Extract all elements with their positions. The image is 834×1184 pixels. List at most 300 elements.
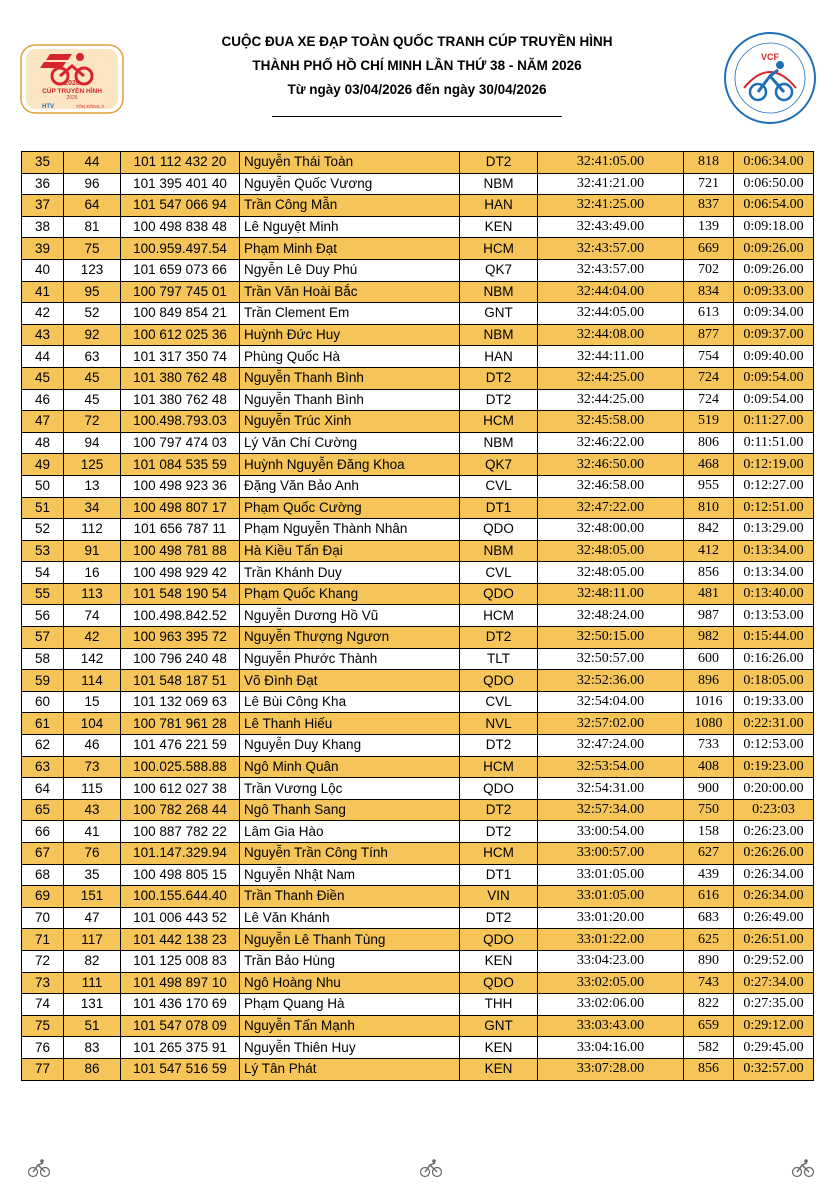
rider-name-cell: Lý Tân Phát: [240, 1058, 460, 1080]
rider-name-cell: Nguyễn Duy Khang: [240, 735, 460, 757]
time-gap-cell: 0:09:40.00: [734, 346, 814, 368]
team-code-cell: THH: [460, 994, 538, 1016]
rider-name-cell: Lê Văn Khánh: [240, 907, 460, 929]
team-code-cell: DT1: [460, 497, 538, 519]
bib-cell: 34: [64, 497, 121, 519]
bib-cell: 16: [64, 562, 121, 584]
bib-cell: 41: [64, 821, 121, 843]
team-code-cell: HCM: [460, 756, 538, 778]
bib-cell: 131: [64, 994, 121, 1016]
total-time-cell: 32:44:04.00: [538, 281, 684, 303]
rider-name-cell: Nguyễn Thái Toàn: [240, 152, 460, 174]
points-cell: 659: [684, 1015, 734, 1037]
team-code-cell: QDO: [460, 929, 538, 951]
total-time-cell: 32:53:54.00: [538, 756, 684, 778]
time-gap-cell: 0:26:23.00: [734, 821, 814, 843]
uci-id-cell: 100 498 838 48: [121, 216, 240, 238]
time-gap-cell: 0:29:12.00: [734, 1015, 814, 1037]
uci-id-cell: 101 436 170 69: [121, 994, 240, 1016]
team-code-cell: GNT: [460, 1015, 538, 1037]
time-gap-cell: 0:26:49.00: [734, 907, 814, 929]
date-range: Từ ngày 03/04/2026 đến ngày 30/04/2026: [287, 82, 547, 97]
table-row: [22, 562, 814, 584]
rank-cell: 74: [22, 994, 64, 1016]
total-time-cell: 32:48:24.00: [538, 605, 684, 627]
uci-id-cell: 100 781 961 28: [121, 713, 240, 735]
table-row: [22, 886, 814, 908]
points-cell: 724: [684, 389, 734, 411]
points-cell: 683: [684, 907, 734, 929]
table-row: [22, 454, 814, 476]
table-row: [22, 864, 814, 886]
table-row: [22, 907, 814, 929]
rank-cell: 61: [22, 713, 64, 735]
team-code-cell: KEN: [460, 950, 538, 972]
rider-name-cell: Nguyễn Phước Thành: [240, 648, 460, 670]
total-time-cell: 32:46:50.00: [538, 454, 684, 476]
time-gap-cell: 0:26:34.00: [734, 864, 814, 886]
rank-cell: 41: [22, 281, 64, 303]
time-gap-cell: 0:09:26.00: [734, 238, 814, 260]
rank-cell: 46: [22, 389, 64, 411]
total-time-cell: 32:47:24.00: [538, 735, 684, 757]
rider-name-cell: Nguyễn Thượng Ngươn: [240, 627, 460, 649]
time-gap-cell: 0:13:29.00: [734, 519, 814, 541]
total-time-cell: 32:44:11.00: [538, 346, 684, 368]
bib-cell: 95: [64, 281, 121, 303]
time-gap-cell: 0:29:52.00: [734, 950, 814, 972]
rider-name-cell: Trần Thanh Điền: [240, 886, 460, 908]
uci-id-cell: 101 547 516 59: [121, 1058, 240, 1080]
rank-cell: 59: [22, 670, 64, 692]
total-time-cell: 33:01:20.00: [538, 907, 684, 929]
time-gap-cell: 0:12:53.00: [734, 735, 814, 757]
total-time-cell: 33:01:05.00: [538, 886, 684, 908]
time-gap-cell: 0:13:53.00: [734, 605, 814, 627]
table-row: [22, 303, 814, 325]
rider-name-cell: Lê Thanh Hiếu: [240, 713, 460, 735]
time-gap-cell: 0:06:54.00: [734, 195, 814, 217]
rider-name-cell: Đặng Văn Bảo Anh: [240, 475, 460, 497]
table-row: [22, 735, 814, 757]
bib-cell: 112: [64, 519, 121, 541]
team-code-cell: DT1: [460, 864, 538, 886]
bib-cell: 86: [64, 1058, 121, 1080]
time-gap-cell: 0:09:54.00: [734, 389, 814, 411]
table-row: [22, 519, 814, 541]
uci-id-cell: 100 849 854 21: [121, 303, 240, 325]
points-cell: 856: [684, 562, 734, 584]
points-cell: 900: [684, 778, 734, 800]
cup-truyen-hinh-logo: [20, 44, 124, 114]
team-code-cell: DT2: [460, 627, 538, 649]
uci-id-cell: 100 797 474 03: [121, 432, 240, 454]
rank-cell: 73: [22, 972, 64, 994]
rank-cell: 43: [22, 324, 64, 346]
rider-name-cell: Trần Vương Lộc: [240, 778, 460, 800]
uci-id-cell: 101 265 375 91: [121, 1037, 240, 1059]
points-cell: 724: [684, 367, 734, 389]
team-code-cell: DT2: [460, 735, 538, 757]
rider-name-cell: Phùng Quốc Hà: [240, 346, 460, 368]
points-cell: 669: [684, 238, 734, 260]
total-time-cell: 33:00:54.00: [538, 821, 684, 843]
time-gap-cell: 0:12:27.00: [734, 475, 814, 497]
rider-name-cell: Nguyễn Thanh Bình: [240, 389, 460, 411]
uci-id-cell: 101 659 073 66: [121, 259, 240, 281]
time-gap-cell: 0:06:50.00: [734, 173, 814, 195]
points-cell: 408: [684, 756, 734, 778]
svg-text:TÔN ĐÔNG Á: TÔN ĐÔNG Á: [75, 104, 105, 109]
total-time-cell: 33:04:16.00: [538, 1037, 684, 1059]
uci-id-cell: 101 317 350 74: [121, 346, 240, 368]
team-code-cell: QDO: [460, 670, 538, 692]
bib-cell: 114: [64, 670, 121, 692]
bib-cell: 115: [64, 778, 121, 800]
rank-cell: 76: [22, 1037, 64, 1059]
total-time-cell: 32:47:22.00: [538, 497, 684, 519]
bib-cell: 63: [64, 346, 121, 368]
total-time-cell: 32:48:05.00: [538, 540, 684, 562]
points-cell: 877: [684, 324, 734, 346]
total-time-cell: 32:43:57.00: [538, 238, 684, 260]
uci-id-cell: 101 132 069 63: [121, 691, 240, 713]
rider-name-cell: Võ Đình Đạt: [240, 670, 460, 692]
time-gap-cell: 0:23:03: [734, 799, 814, 821]
uci-id-cell: 101 395 401 40: [121, 173, 240, 195]
rank-cell: 62: [22, 735, 64, 757]
total-time-cell: 32:50:15.00: [538, 627, 684, 649]
rider-name-cell: Trần Công Mẫn: [240, 195, 460, 217]
rank-cell: 44: [22, 346, 64, 368]
points-cell: 158: [684, 821, 734, 843]
points-cell: 1016: [684, 691, 734, 713]
rider-name-cell: Phạm Quốc Khang: [240, 583, 460, 605]
team-code-cell: KEN: [460, 1058, 538, 1080]
uci-id-cell: 100 796 240 48: [121, 648, 240, 670]
bib-cell: 104: [64, 713, 121, 735]
uci-id-cell: 101 548 190 54: [121, 583, 240, 605]
rider-name-cell: Phạm Quốc Cường: [240, 497, 460, 519]
total-time-cell: 32:57:34.00: [538, 799, 684, 821]
bib-cell: 111: [64, 972, 121, 994]
rider-name-cell: Lâm Gia Hào: [240, 821, 460, 843]
table-row: [22, 411, 814, 433]
bib-cell: 35: [64, 864, 121, 886]
bib-cell: 75: [64, 238, 121, 260]
uci-id-cell: 101 380 762 48: [121, 367, 240, 389]
points-cell: 519: [684, 411, 734, 433]
uci-id-cell: 100.155.644.40: [121, 886, 240, 908]
points-cell: 733: [684, 735, 734, 757]
rank-cell: 57: [22, 627, 64, 649]
rank-cell: 42: [22, 303, 64, 325]
total-time-cell: 32:43:49.00: [538, 216, 684, 238]
team-code-cell: HCM: [460, 411, 538, 433]
points-cell: 1080: [684, 713, 734, 735]
rank-cell: 63: [22, 756, 64, 778]
rank-cell: 54: [22, 562, 64, 584]
table-row: [22, 627, 814, 649]
total-time-cell: 32:44:25.00: [538, 389, 684, 411]
total-time-cell: 32:48:11.00: [538, 583, 684, 605]
uci-id-cell: 101 547 078 09: [121, 1015, 240, 1037]
team-code-cell: DT2: [460, 907, 538, 929]
time-gap-cell: 0:09:54.00: [734, 367, 814, 389]
rank-cell: 77: [22, 1058, 64, 1080]
rider-name-cell: Lý Văn Chí Cường: [240, 432, 460, 454]
total-time-cell: 32:44:05.00: [538, 303, 684, 325]
points-cell: 750: [684, 799, 734, 821]
total-time-cell: 33:01:22.00: [538, 929, 684, 951]
total-time-cell: 33:02:05.00: [538, 972, 684, 994]
time-gap-cell: 0:19:33.00: [734, 691, 814, 713]
rank-cell: 50: [22, 475, 64, 497]
total-time-cell: 32:50:57.00: [538, 648, 684, 670]
points-cell: 625: [684, 929, 734, 951]
rank-cell: 66: [22, 821, 64, 843]
team-code-cell: KEN: [460, 1037, 538, 1059]
total-time-cell: 32:41:05.00: [538, 152, 684, 174]
rider-name-cell: Trần Khánh Duy: [240, 562, 460, 584]
time-gap-cell: 0:18:05.00: [734, 670, 814, 692]
points-cell: 627: [684, 843, 734, 865]
rank-cell: 67: [22, 843, 64, 865]
time-gap-cell: 0:29:45.00: [734, 1037, 814, 1059]
table-row: [22, 950, 814, 972]
total-time-cell: 33:01:05.00: [538, 864, 684, 886]
team-code-cell: QDO: [460, 583, 538, 605]
rank-cell: 35: [22, 152, 64, 174]
bib-cell: 74: [64, 605, 121, 627]
table-row: [22, 713, 814, 735]
points-cell: 600: [684, 648, 734, 670]
bib-cell: 44: [64, 152, 121, 174]
points-cell: 139: [684, 216, 734, 238]
rider-name-cell: Ngô Hoàng Nhu: [240, 972, 460, 994]
time-gap-cell: 0:26:26.00: [734, 843, 814, 865]
points-cell: 842: [684, 519, 734, 541]
points-cell: 810: [684, 497, 734, 519]
bib-cell: 45: [64, 389, 121, 411]
points-cell: 754: [684, 346, 734, 368]
time-gap-cell: 0:26:51.00: [734, 929, 814, 951]
rider-name-cell: Nguyễn Tấn Mạnh: [240, 1015, 460, 1037]
table-row: [22, 972, 814, 994]
total-time-cell: 32:48:05.00: [538, 562, 684, 584]
total-time-cell: 33:07:28.00: [538, 1058, 684, 1080]
rider-name-cell: Ngô Minh Quân: [240, 756, 460, 778]
bib-cell: 51: [64, 1015, 121, 1037]
rank-cell: 36: [22, 173, 64, 195]
uci-id-cell: 100 963 395 72: [121, 627, 240, 649]
bib-cell: 123: [64, 259, 121, 281]
uci-id-cell: 101 084 535 59: [121, 454, 240, 476]
uci-id-cell: 101 442 138 23: [121, 929, 240, 951]
uci-id-cell: 101 548 187 51: [121, 670, 240, 692]
rider-name-cell: Ngyễn Lê Duy Phú: [240, 259, 460, 281]
table-row: [22, 670, 814, 692]
uci-id-cell: 101 125 008 83: [121, 950, 240, 972]
bib-cell: 117: [64, 929, 121, 951]
uci-id-cell: 100 498 781 88: [121, 540, 240, 562]
rank-cell: 45: [22, 367, 64, 389]
page-header: [0, 0, 834, 150]
table-row: [22, 843, 814, 865]
table-row: [22, 821, 814, 843]
svg-text:VCF: VCF: [761, 52, 779, 62]
table-row: [22, 1058, 814, 1080]
rank-cell: 56: [22, 605, 64, 627]
rider-name-cell: Nguyễn Thiên Huy: [240, 1037, 460, 1059]
table-row: [22, 216, 814, 238]
table-row: [22, 778, 814, 800]
rider-name-cell: Nguyễn Quốc Vương: [240, 173, 460, 195]
total-time-cell: 32:48:00.00: [538, 519, 684, 541]
team-code-cell: QK7: [460, 454, 538, 476]
time-gap-cell: 0:20:00.00: [734, 778, 814, 800]
uci-id-cell: 101 112 432 20: [121, 152, 240, 174]
time-gap-cell: 0:19:23.00: [734, 756, 814, 778]
team-code-cell: DT2: [460, 152, 538, 174]
team-code-cell: CVL: [460, 562, 538, 584]
uci-id-cell: 100 498 923 36: [121, 475, 240, 497]
time-gap-cell: 0:12:19.00: [734, 454, 814, 476]
time-gap-cell: 0:11:27.00: [734, 411, 814, 433]
rider-name-cell: Trần Clement Em: [240, 303, 460, 325]
vcf-logo: [722, 30, 818, 126]
cyclist-icon: [790, 1158, 816, 1178]
rider-name-cell: Nguyễn Thanh Bình: [240, 367, 460, 389]
bib-cell: 151: [64, 886, 121, 908]
total-time-cell: 32:46:22.00: [538, 432, 684, 454]
team-code-cell: CVL: [460, 691, 538, 713]
bib-cell: 46: [64, 735, 121, 757]
table-row: [22, 173, 814, 195]
uci-id-cell: 100 498 807 17: [121, 497, 240, 519]
team-code-cell: NBM: [460, 281, 538, 303]
rank-cell: 49: [22, 454, 64, 476]
rider-name-cell: Nguyễn Trần Công Tính: [240, 843, 460, 865]
uci-id-cell: 101 476 221 59: [121, 735, 240, 757]
uci-id-cell: 100.498.842.52: [121, 605, 240, 627]
uci-id-cell: 100 887 782 22: [121, 821, 240, 843]
rank-cell: 40: [22, 259, 64, 281]
total-time-cell: 32:54:31.00: [538, 778, 684, 800]
uci-id-cell: 101 498 897 10: [121, 972, 240, 994]
rider-name-cell: Nguyễn Nhật Nam: [240, 864, 460, 886]
table-row: [22, 475, 814, 497]
table-row: [22, 367, 814, 389]
bib-cell: 42: [64, 627, 121, 649]
total-time-cell: 32:45:58.00: [538, 411, 684, 433]
bib-cell: 76: [64, 843, 121, 865]
svg-text:2026: 2026: [66, 95, 78, 101]
rank-cell: 38: [22, 216, 64, 238]
time-gap-cell: 0:26:34.00: [734, 886, 814, 908]
rider-name-cell: Phạm Minh Đạt: [240, 238, 460, 260]
rank-cell: 58: [22, 648, 64, 670]
rider-name-cell: Nguyễn Trúc Xinh: [240, 411, 460, 433]
team-code-cell: DT2: [460, 367, 538, 389]
points-cell: 818: [684, 152, 734, 174]
total-time-cell: 32:44:08.00: [538, 324, 684, 346]
time-gap-cell: 0:11:51.00: [734, 432, 814, 454]
table-row: [22, 497, 814, 519]
table-row: [22, 281, 814, 303]
total-time-cell: 33:04:23.00: [538, 950, 684, 972]
bib-cell: 72: [64, 411, 121, 433]
rank-cell: 55: [22, 583, 64, 605]
rank-cell: 60: [22, 691, 64, 713]
table-row: [22, 1037, 814, 1059]
team-code-cell: QDO: [460, 519, 538, 541]
table-row: [22, 799, 814, 821]
results-table: [21, 151, 814, 1081]
points-cell: 890: [684, 950, 734, 972]
time-gap-cell: 0:09:18.00: [734, 216, 814, 238]
table-row: [22, 1015, 814, 1037]
uci-id-cell: 100 782 268 44: [121, 799, 240, 821]
bib-cell: 13: [64, 475, 121, 497]
bib-cell: 82: [64, 950, 121, 972]
team-code-cell: CVL: [460, 475, 538, 497]
time-gap-cell: 0:09:33.00: [734, 281, 814, 303]
bib-cell: 91: [64, 540, 121, 562]
rank-cell: 48: [22, 432, 64, 454]
table-row: [22, 152, 814, 174]
svg-text:CÚP TRUYỀN HÌNH: CÚP TRUYỀN HÌNH: [42, 88, 102, 95]
uci-id-cell: 100.498.793.03: [121, 411, 240, 433]
points-cell: 955: [684, 475, 734, 497]
bib-cell: 52: [64, 303, 121, 325]
time-gap-cell: 0:15:44.00: [734, 627, 814, 649]
bib-cell: 45: [64, 367, 121, 389]
rank-cell: 37: [22, 195, 64, 217]
rank-cell: 47: [22, 411, 64, 433]
uci-id-cell: 100 498 805 15: [121, 864, 240, 886]
rider-name-cell: Trần Bảo Hùng: [240, 950, 460, 972]
rider-name-cell: Huỳnh Nguyễn Đăng Khoa: [240, 454, 460, 476]
rider-name-cell: Phạm Nguyễn Thành Nhân: [240, 519, 460, 541]
svg-text:2026: 2026: [64, 80, 80, 87]
total-time-cell: 32:43:57.00: [538, 259, 684, 281]
rider-name-cell: Hà Kiều Tấn Đại: [240, 540, 460, 562]
uci-id-cell: 101 380 762 48: [121, 389, 240, 411]
table-row: [22, 583, 814, 605]
team-code-cell: NBM: [460, 540, 538, 562]
team-code-cell: QK7: [460, 259, 538, 281]
rank-cell: 53: [22, 540, 64, 562]
cyclist-icon: [418, 1158, 444, 1178]
points-cell: 468: [684, 454, 734, 476]
total-time-cell: 32:41:21.00: [538, 173, 684, 195]
bib-cell: 142: [64, 648, 121, 670]
time-gap-cell: 0:13:40.00: [734, 583, 814, 605]
header-divider: [272, 116, 562, 117]
time-gap-cell: 0:32:57.00: [734, 1058, 814, 1080]
uci-id-cell: 101 656 787 11: [121, 519, 240, 541]
total-time-cell: 32:54:04.00: [538, 691, 684, 713]
table-row: [22, 994, 814, 1016]
team-code-cell: DT2: [460, 389, 538, 411]
time-gap-cell: 0:09:26.00: [734, 259, 814, 281]
table-row: [22, 238, 814, 260]
points-cell: 837: [684, 195, 734, 217]
uci-id-cell: 100 797 745 01: [121, 281, 240, 303]
table-row: [22, 756, 814, 778]
bib-cell: 47: [64, 907, 121, 929]
